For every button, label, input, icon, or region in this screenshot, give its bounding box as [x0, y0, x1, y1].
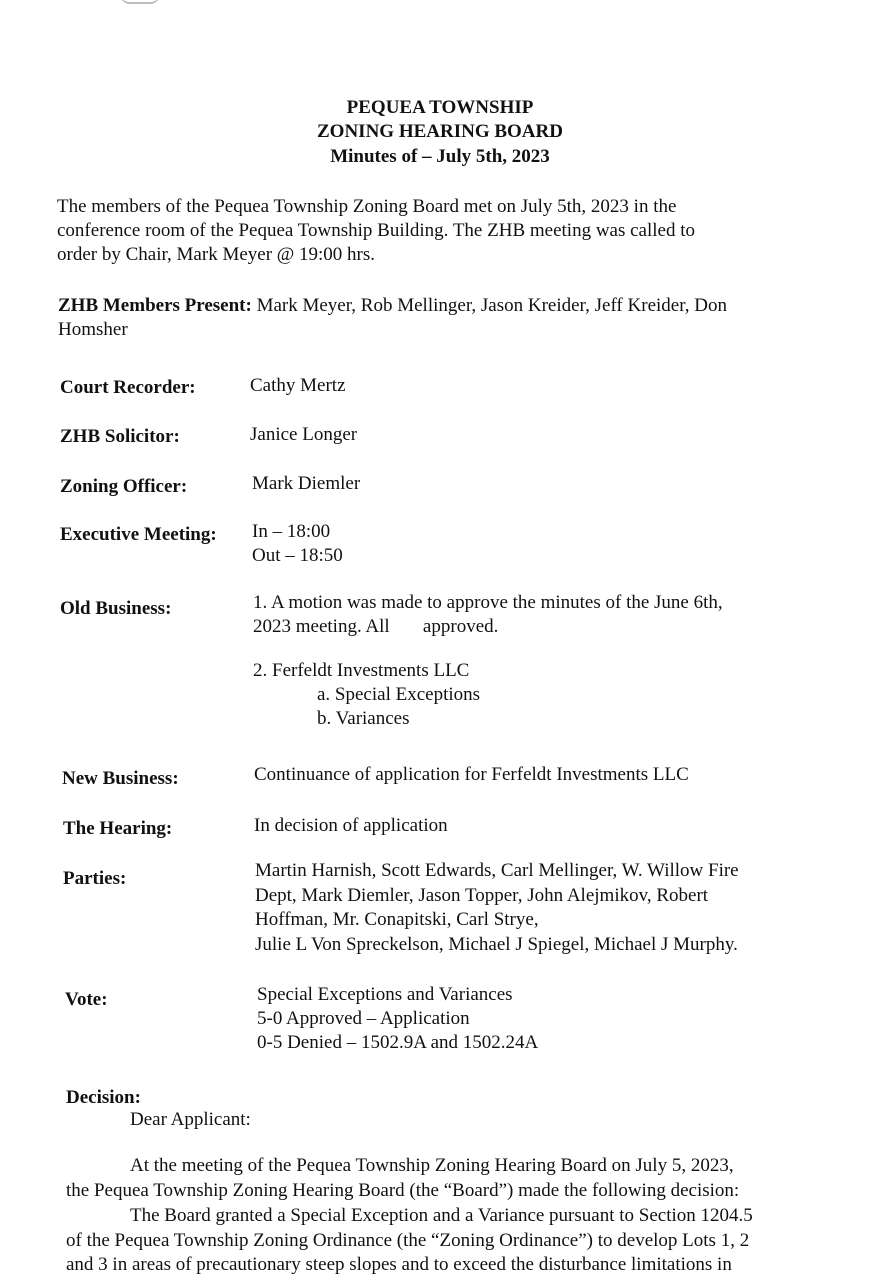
new-business-label: New Business:	[62, 768, 179, 789]
executive-meeting-label: Executive Meeting:	[60, 524, 217, 545]
township-title: PEQUEA TOWNSHIP	[346, 97, 534, 118]
old-business-subitem: b. Variances	[317, 708, 410, 729]
decision-text-line: At the meeting of the Pequea Township Zoning Hearing Board on July 5, 2023,	[130, 1155, 734, 1176]
vote-label: Vote:	[65, 989, 108, 1010]
solicitor-label: ZHB Solicitor:	[60, 426, 180, 447]
old-business-item: 1. A motion was made to approve the minutes of the June 6th,	[253, 592, 723, 613]
solicitor-value: Janice Longer	[250, 424, 358, 445]
intro-paragraph	[57, 195, 797, 267]
minutes-date-title: Minutes of – July 5th, 2023	[330, 146, 550, 167]
old-business-items	[253, 591, 723, 731]
old-business-item: 2. Ferfeldt Investments LLC	[253, 660, 470, 681]
intro-line: conference room of the Pequea Township Building. The ZHB meeting was called to	[57, 220, 696, 241]
executive-in: In – 18:00	[252, 521, 331, 542]
decision-label: Decision:	[66, 1087, 141, 1108]
board-title: ZONING HEARING BOARD	[317, 121, 563, 142]
vote-line: 0-5 Denied – 1502.9A and 1502.24A	[257, 1032, 539, 1053]
vote-line: Special Exceptions and Variances	[257, 984, 513, 1005]
parties-list	[255, 859, 739, 957]
executive-out: Out – 18:50	[252, 545, 343, 566]
old-business-label: Old Business:	[60, 598, 172, 619]
parties-line: Martin Harnish, Scott Edwards, Carl Mellinger, W. Willow Fire	[255, 860, 739, 881]
members-list: Mark Meyer, Rob Mellinger, Jason Kreider, Jeff Kreider, Don	[256, 295, 727, 316]
members-label: ZHB Members Present:	[58, 295, 252, 316]
executive-meeting-times	[252, 520, 343, 568]
zoning-officer-value: Mark Diemler	[252, 473, 361, 494]
old-business-subitem: a. Special Exceptions	[317, 684, 481, 705]
vote-details	[257, 983, 538, 1055]
members-present	[58, 294, 848, 342]
decision-text-line: the Pequea Township Zoning Hearing Board (the “Board”) made the following decision:	[66, 1180, 740, 1201]
court-recorder-label: Court Recorder:	[60, 377, 196, 398]
parties-label: Parties:	[63, 868, 127, 889]
scan-artifact	[120, 0, 160, 4]
zoning-officer-label: Zoning Officer:	[60, 476, 188, 497]
decision-text-line: The Board granted a Special Exception and a Variance pursuant to Section 1204.5	[130, 1205, 753, 1226]
intro-line: order by Chair, Mark Meyer @ 19:00 hrs.	[57, 244, 376, 265]
parties-line: Julie L Von Spreckelson, Michael J Spiegel, Michael J Murphy.	[255, 933, 738, 955]
court-recorder-value: Cathy Mertz	[250, 375, 346, 396]
hearing-value: In decision of application	[254, 815, 448, 836]
decision-text-line: of the Pequea Township Zoning Ordinance (the “Zoning Ordinance”) to develop Lots 1, 2	[66, 1230, 750, 1251]
decision-salutation: Dear Applicant:	[130, 1109, 251, 1130]
members-list-cont: Homsher	[58, 319, 128, 340]
decision-text-line: and 3 in areas of precautionary steep slopes and to exceed the disturbance limitations in	[66, 1254, 732, 1275]
parties-line: Hoffman, Mr. Conapitski, Carl Strye,	[255, 909, 539, 930]
old-business-item: 2023 meeting. All approved.	[253, 616, 499, 637]
hearing-label: The Hearing:	[63, 818, 173, 839]
intro-line: The members of the Pequea Township Zoning Board met on July 5th, 2023 in the	[57, 196, 677, 217]
vote-line: 5-0 Approved – Application	[257, 1008, 470, 1029]
parties-line: Dept, Mark Diemler, Jason Topper, John Alejmikov, Robert	[255, 884, 709, 906]
new-business-value: Continuance of application for Ferfeldt Investments LLC	[254, 764, 689, 785]
